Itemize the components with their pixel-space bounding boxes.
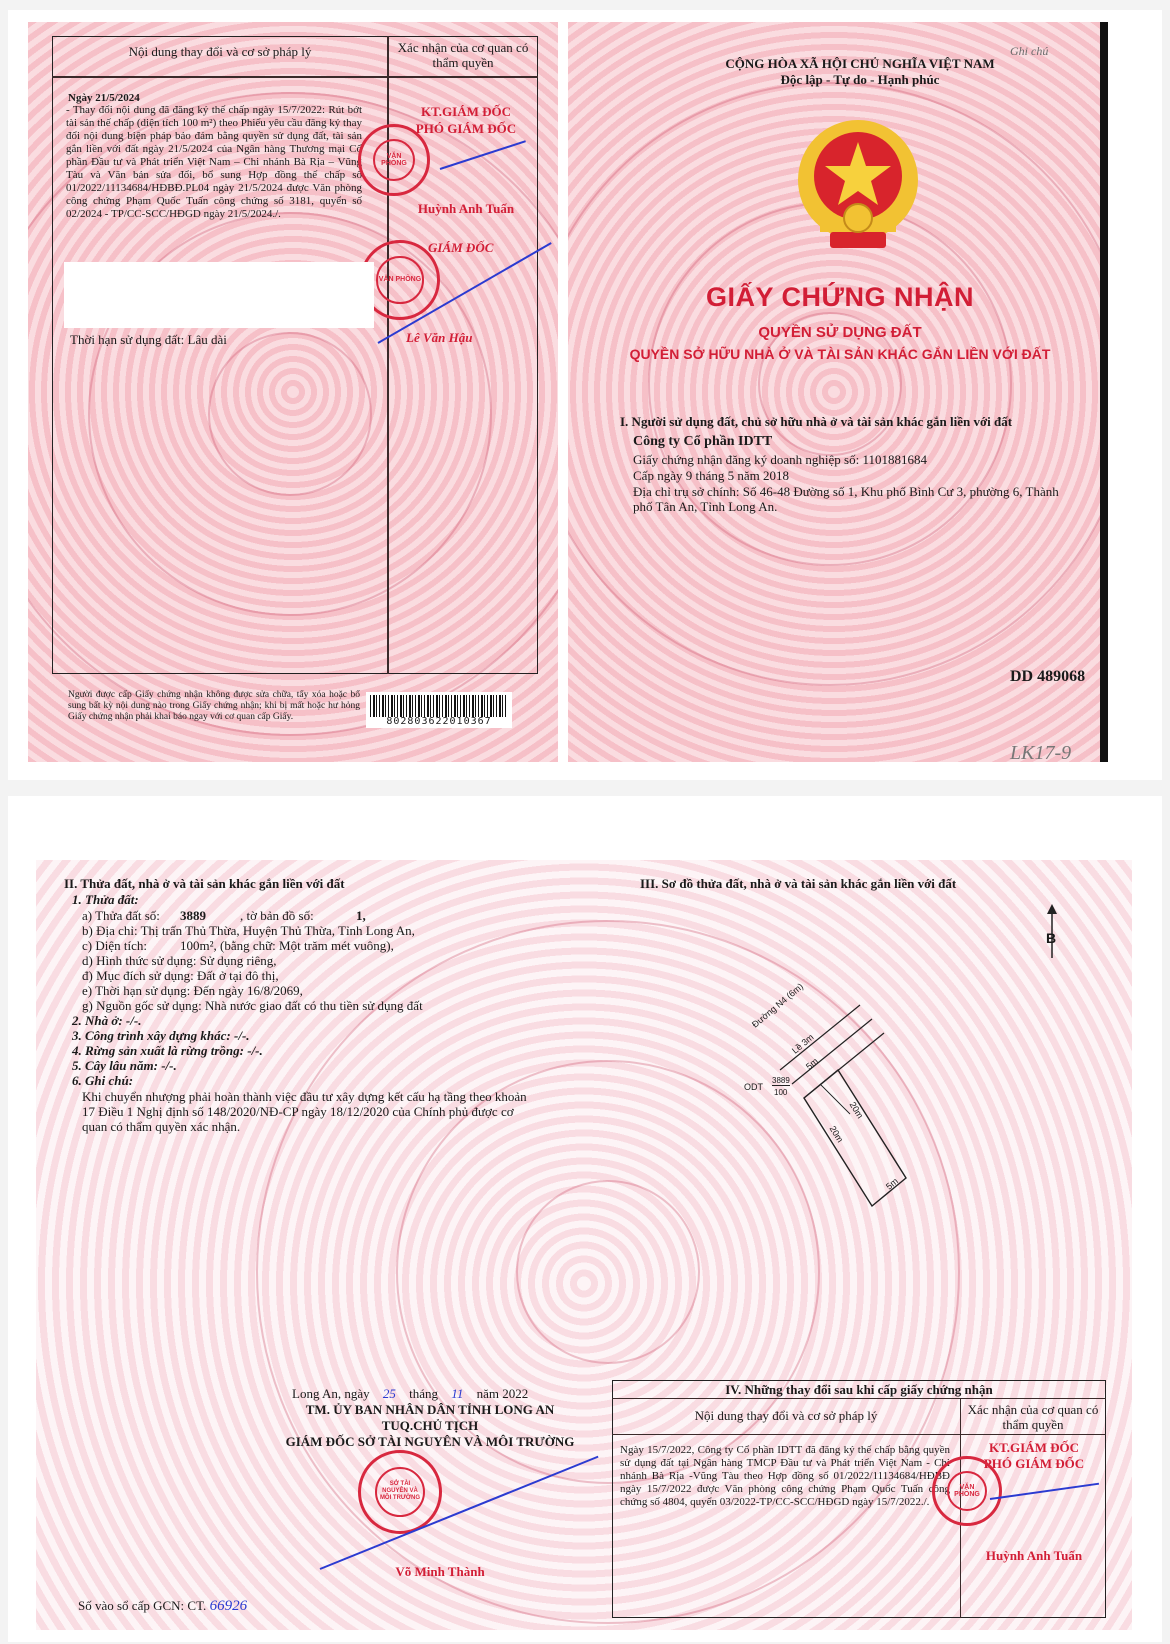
org-line-1: TM. ỦY BAN NHÂN DÂN TỈNH LONG AN bbox=[305, 1402, 555, 1417]
item-3: 3. Công trình xây dựng khác: -/-. bbox=[72, 1028, 250, 1043]
section4-change-text: Ngày 15/7/2022, Công ty Cổ phần IDTT đã đăng ký thế chấp bằng quyền sử dụng đất tại Ngân hàng TMCP Đầu tư và Phát triển Việt Nam - Chi nhánh Bà Rịa -Vũng Tàu theo Hợp đồng số 01/2022/11134684/HĐBĐ ngày 15/7/2022 được Văn phòng công chứng Phạm Quốc Tuấn công chứng số 4804, quyển 03/2022-TP/CC-SCC/HĐGD ngày 15/7/2022./. bbox=[620, 1444, 950, 1508]
signer-name: Võ Minh Thành bbox=[395, 1564, 485, 1579]
table-header-content: Nội dung thay đổi và cơ sở pháp lý bbox=[128, 44, 312, 59]
dim-5m-top: 5m bbox=[804, 1055, 821, 1072]
item-4: 4. Rừng sản xuất là rừng trồng: -/-. bbox=[72, 1043, 263, 1058]
note-text: Khi chuyển nhượng phải hoàn thành việc đầu tư xây dựng kết cấu hạ tầng theo khoản 17 Điều 1 Nghị định số 148/2020/NĐ-CP ngày 18/12/2020 của Chính phủ được cơ quan có thẩm quyền xác nhận. bbox=[82, 1089, 527, 1134]
date-prefix: Long An, ngày bbox=[292, 1386, 370, 1401]
section4-office-stamp bbox=[932, 1456, 1002, 1526]
sign2-name: Lê Văn Hậu bbox=[406, 330, 473, 345]
parcel-area: 100 bbox=[774, 1088, 788, 1097]
road-label: Đường N4 (6m) bbox=[750, 981, 806, 1030]
department-stamp-label: SỞ TÀI NGUYÊN VÀ MÔI TRƯỜNG bbox=[375, 1467, 425, 1517]
table-header-confirm: Xác nhận của cơ quan có thẩm quyền bbox=[397, 40, 529, 70]
section4-sign-title-1: KT.GIÁM ĐỐC bbox=[988, 1440, 1080, 1455]
owner-line-3: Địa chỉ trụ sở chính: Số 46-48 Đường số 1, Khu phố Bình Cư 3, phường 6, Thành phố Tân An, Tỉnh Long An. bbox=[633, 484, 1059, 514]
office-stamp-1 bbox=[358, 124, 430, 196]
section3-title: III. Sơ đồ thửa đất, nhà ở và tài sản khác gắn liền với đất bbox=[640, 876, 957, 891]
redacted-box bbox=[64, 262, 374, 328]
barcode-number: 802803622010367 bbox=[386, 716, 492, 727]
item-e: e) Thời hạn sử dụng: Đến ngày 16/8/2069, bbox=[82, 983, 303, 998]
page-right-edge bbox=[1100, 22, 1108, 762]
le-label: Lề 3m bbox=[790, 1031, 816, 1056]
section4-col1: Nội dung thay đổi và cơ sở pháp lý bbox=[694, 1408, 878, 1423]
item-6: 6. Ghi chú: bbox=[72, 1073, 134, 1088]
register-number bbox=[78, 1598, 247, 1614]
barcode bbox=[366, 692, 512, 728]
emblem-icon bbox=[790, 118, 926, 258]
dim-5m-bottom: 5m bbox=[884, 1175, 901, 1192]
parcel-number: 3889 bbox=[772, 1076, 790, 1085]
section4-col2: Xác nhận của cơ quan có thẩm quyền bbox=[967, 1402, 1099, 1432]
section4-office-stamp-label: VĂN PHÒNG bbox=[947, 1471, 988, 1512]
footer-note bbox=[68, 690, 360, 723]
handwritten-corner: Ghi chú bbox=[1010, 44, 1049, 58]
parcel-type: ODT bbox=[744, 1082, 763, 1092]
org-line-2: TUQ.CHỦ TỊCH bbox=[381, 1418, 479, 1433]
north-arrow bbox=[1044, 904, 1060, 960]
national-emblem bbox=[790, 118, 926, 258]
item-5: 5. Cây lâu năm: -/-. bbox=[72, 1058, 177, 1073]
owner-name: Công ty Cổ phần IDTT bbox=[633, 434, 773, 449]
sign1-title1: KT.GIÁM ĐỐC bbox=[420, 104, 512, 119]
sign1-title2: PHÓ GIÁM ĐỐC bbox=[415, 121, 517, 136]
drum-pattern-core bbox=[516, 1180, 700, 1364]
org-line-3: GIÁM ĐỐC SỞ TÀI NGUYÊN VÀ MÔI TRƯỜNG bbox=[285, 1434, 575, 1449]
item-a-map-value: 1, bbox=[356, 908, 366, 923]
item-a-value: 3889 bbox=[180, 908, 206, 923]
dim-20m-right: 20m bbox=[847, 1100, 866, 1121]
section4-sign-name: Huỳnh Anh Tuấn bbox=[985, 1548, 1083, 1563]
date-month-label: tháng bbox=[409, 1386, 439, 1401]
sign2-title: GIÁM ĐỐC bbox=[428, 240, 494, 255]
certificate-title: GIẤY CHỨNG NHẬN bbox=[706, 282, 974, 312]
department-stamp bbox=[358, 1450, 442, 1534]
item-g: g) Nguồn gốc sử dụng: Nhà nước giao đất có thu tiền sử dụng đất bbox=[82, 998, 423, 1013]
table-header-divider bbox=[52, 76, 538, 78]
owner-line-2: Cấp ngày 9 tháng 5 năm 2018 bbox=[633, 468, 789, 483]
register-value: 66926 bbox=[209, 1598, 248, 1614]
nation-title: CỘNG HÒA XÃ HỘI CHỦ NGHĨA VIỆT NAM bbox=[725, 56, 995, 71]
parcel-diagram bbox=[744, 981, 1000, 1240]
motto: Độc lập - Tự do - Hạnh phúc bbox=[780, 72, 940, 87]
entry-date: Ngày 21/5/2024 bbox=[68, 92, 140, 104]
serial-number: DD 489068 bbox=[1010, 668, 1086, 685]
office-stamp-2-label: VĂN PHÒNG bbox=[376, 256, 423, 303]
issue-date bbox=[292, 1386, 528, 1401]
item-c-label: c) Diện tích: bbox=[82, 938, 147, 953]
section4-sign-title-2: PHÓ GIÁM ĐỐC bbox=[983, 1456, 1085, 1471]
date-day: 25 bbox=[382, 1386, 396, 1401]
certificate-subtitle-1: QUYỀN SỬ DỤNG ĐẤT bbox=[758, 324, 922, 341]
section4-title-divider bbox=[612, 1398, 1106, 1399]
register-label: Số vào sổ cấp GCN: CT. bbox=[78, 1598, 207, 1613]
sign1-name: Huỳnh Anh Tuấn bbox=[417, 201, 515, 216]
page-separator bbox=[0, 782, 1170, 796]
certificate-subtitle-2: QUYỀN SỞ HỮU NHÀ Ở VÀ TÀI SẢN KHÁC GẮN LIỀN VỚI ĐẤT bbox=[629, 346, 1051, 362]
dim-20m-left: 20m bbox=[827, 1124, 846, 1145]
barcode-bars bbox=[370, 695, 508, 717]
section1-title: I. Người sử dụng đất, chủ sở hữu nhà ở và tài sản khác gắn liền với đất bbox=[620, 414, 1013, 429]
north-label: B bbox=[1046, 930, 1057, 946]
office-stamp-1-label: VĂN PHÒNG bbox=[373, 139, 415, 181]
owner-line-1: Giấy chứng nhận đăng ký doanh nghiệp số: 1101881684 bbox=[633, 452, 927, 467]
item-a-label: a) Thửa đất số: bbox=[82, 908, 160, 923]
item-1: 1. Thửa đất: bbox=[72, 892, 139, 907]
section4-header-divider bbox=[612, 1434, 1106, 1435]
land-term: Thời hạn sử dụng đất: Lâu dài bbox=[70, 332, 227, 347]
item-d: d) Hình thức sử dụng: Sử dụng riêng, bbox=[82, 953, 277, 968]
handwritten-code: LK17-9 bbox=[1010, 742, 1072, 764]
item-c-value: 100m², (bằng chữ: Một trăm mét vuông), bbox=[180, 938, 394, 953]
date-month: 11 bbox=[451, 1386, 464, 1401]
entry-text: - Thay đổi nội dung đã đăng ký thế chấp ngày 15/7/2022: Rút bớt tài sản thế chấp (diện tích 100 m²) theo Phiếu yêu cầu đăng ký thay đổi nội dung biện pháp bảo đảm bằng quyền sử dụng đất, tài sản gắn liền với đất ngày 21/5/2024 của Ngân hàng Thương mại Cổ phần Đầu tư và Phát triển Việt Nam – Chi nhánh Bà Rịa – Vũng Tàu và Văn bản sửa đổi, bổ sung Hợp đồng thế chấp số 01/2022/11134684/HĐBĐ.PL04 ngày 21/5/2024 được Văn phòng công chứng Phạm Quốc Tuấn công chứng số 3181, quyển số 02/2024 - TP/CC-SCC/HĐGD ngày 21/5/2024./. bbox=[66, 104, 362, 220]
item-a-map-label: , tờ bản đồ số: bbox=[240, 908, 314, 923]
item-dd: đ) Mục đích sử dụng: Đất ở tại đô thị, bbox=[82, 968, 279, 983]
date-year: năm 2022 bbox=[476, 1386, 529, 1401]
item-b: b) Địa chỉ: Thị trấn Thủ Thừa, Huyện Thủ Thừa, Tỉnh Long An, bbox=[82, 923, 415, 938]
footer-note-text: Người được cấp Giấy chứng nhận không được sửa chữa, tẩy xóa hoặc bổ sung bất kỳ nội dung nào trong Giấy chứng nhận; khi bị mất hoặc hư hỏng Giấy chứng nhận phải khai báo ngay với cơ quan cấp Giấy. bbox=[68, 690, 360, 722]
parcel-sketch bbox=[760, 1000, 1000, 1240]
item-2: 2. Nhà ở: -/-. bbox=[72, 1013, 142, 1028]
section4-title: IV. Những thay đổi sau khi cấp giấy chứng nhận bbox=[725, 1382, 993, 1397]
section2-title: II. Thửa đất, nhà ở và tài sản khác gắn liền với đất bbox=[64, 876, 345, 891]
